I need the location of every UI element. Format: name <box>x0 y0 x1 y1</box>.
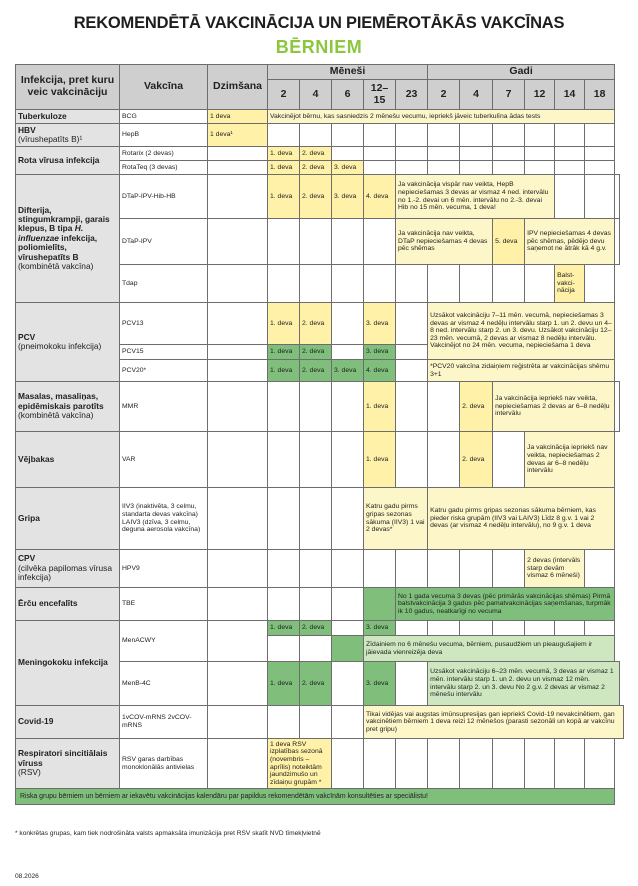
vaccine-pcv15: PCV15 <box>120 345 208 360</box>
header-vaccine: Vakcīna <box>120 65 208 110</box>
dose-cell: 3. deva <box>364 345 396 360</box>
vaccine-var: VAR <box>120 432 208 488</box>
dose-cell: 4. deva <box>364 175 396 219</box>
dose-cell: 5. deva <box>493 219 525 265</box>
vaccine-mmr: MMR <box>120 382 208 432</box>
dose-cell: 1 deva¹ <box>208 124 268 147</box>
header-month-col: 4 <box>300 80 332 110</box>
dose-cell: 1. deva <box>364 382 396 432</box>
schedule-note: Uzsākot vakcināciju 6–23 mēn. vecumā, 3 devas ar vismaz 1 mēn. intervālu starp 1. un 2. devu un vismaz 12 mēn. intervālu starp 2. un 3. devu No 2 g.v. 2 devas ar vismaz 2 mēnešu intervālu <box>428 662 619 706</box>
infection-sub: (RSV) <box>18 767 41 778</box>
infection-tbe: Ērču encefalīts <box>16 588 120 621</box>
infection-rotavirus: Rota vīrusa infekcija <box>16 147 120 175</box>
header-year-col: 2 <box>428 80 460 110</box>
dose-cell: 2. deva <box>300 621 332 636</box>
schedule-note: 2 devas (intervāls starp devām vismaz 6 mēneši) <box>525 550 585 588</box>
vaccination-schedule-table <box>15 64 624 805</box>
dose-cell: 2. deva <box>300 360 332 382</box>
header-month-col: 23 <box>396 80 428 110</box>
dose-cell: 4. deva <box>364 360 396 382</box>
vaccine-menacwy: MenACWY <box>120 621 208 662</box>
booster-cell: Balst-vakci-nācija <box>555 265 585 303</box>
dose-cell: 3. deva <box>364 621 396 636</box>
schedule-note: 1 deva RSV izplatības sezonā (novembris – aprīlis) noteiktām jaundzimušo un zīdaiņu grupām * <box>268 739 332 789</box>
dose-cell: 1. deva <box>268 161 300 175</box>
footnote: * konkrētas grupas, kam tiek nodrošināta valsts apmaksāta imunizācija pret RSV skatīt NVD tīmekļvietnē <box>15 830 321 837</box>
schedule-note: IPV nepieciešamas 4 devas pēc shēmas, pēdējo devu saņemot ne ātrāk kā 4 g.v. <box>525 219 615 265</box>
schedule-note: Ja vakcinācija vispār nav veikta, HepB nepieciešamas 3 devas ar vismaz 4 ned. intervālu no 1.-2. devai un 6 mēn. intervālu no 2.-3. devai Hib no 15 mēn. vecuma, 1 deva! <box>396 175 555 219</box>
schedule-note: Ja vakcinācija iepriekš nav veikta, nepieciešamas 2 devas ar 6–8 nedēļu intervālu <box>525 432 615 488</box>
schedule-note: No 1 gada vecuma 3 devas (pēc primārās vakcinācijas shēmas) Pirmā balstvakcinācija 3 gadus pēc pamatvakcinācijas saņemšanas, turpmāk ik 10 gadus, neatkarīgi no vecuma <box>396 588 615 621</box>
dose-cell: 2. deva <box>300 345 332 360</box>
vaccine-tdap: Tdap <box>120 265 208 303</box>
infection-tuberculosis: Tuberkuloze <box>16 110 120 124</box>
infection-mmr: Masalas, masaliņas, epidēmiskais parotīts (kombinētā vakcīna) <box>16 382 120 432</box>
page-title: REKOMENDĒTĀ VAKCINĀCIJA UN PIEMĒROTĀKĀS VAKCĪNAS <box>73 14 565 32</box>
infection-sub: (cilvēka papilomas vīrusa infekcija) <box>18 562 113 583</box>
vaccine-dtap-ipv-hib-hb: DTaP-IPV-Hib-HB <box>120 175 208 219</box>
header-year-col: 12 <box>525 80 555 110</box>
dose-cell: 3. deva <box>364 662 396 706</box>
schedule-note: Ja vakcinācija iepriekš nav veikta, nepieciešamas 2 devas ar 6–8 nedēļu intervālu <box>493 382 615 432</box>
vaccine-rotateq: RotaTeq (3 devas) <box>120 161 208 175</box>
dose-cell: 2. deva <box>460 432 493 488</box>
vaccine-bcg: BCG <box>120 110 208 124</box>
vaccine-rsv: RSV garas darbības monoklonālās antivielas <box>120 739 208 789</box>
infection-hpv: CPV (cilvēka papilomas vīrusa infekcija) <box>16 550 120 588</box>
infection-pcv: PCV (pneimokoku infekcija) <box>16 303 120 382</box>
infection-rsv: Respiratori sincitiālais vīruss (RSV) <box>16 739 120 789</box>
vaccine-pcv20: PCV20* <box>120 360 208 382</box>
dose-cell: 2. deva <box>460 382 493 432</box>
vaccine-influenza: IIV3 (inaktivēta, 3 celmu, standarta devas vakcīna) LAIV3 (dzīva, 3 celmu, deguna aerosola vakcīna) <box>120 488 208 550</box>
header-year-col: 18 <box>585 80 615 110</box>
infection-varicella: Vējbakas <box>16 432 120 488</box>
vaccine-dtap-ipv: DTaP-IPV <box>120 219 208 265</box>
schedule-note: Zīdainiem no 6 mēnešu vecuma, bērniem, pusaudžiem un pieaugušajiem ir jāievada vienreizēja deva <box>364 636 615 662</box>
header-year-col: 14 <box>555 80 585 110</box>
infection-sub: (pneimokoku infekcija) <box>18 341 102 351</box>
dose-cell: 1. deva <box>268 175 300 219</box>
schedule-note: Vakcinējot bērnu, kas sasniedzis 2 mēnešu vecumu, iepriekš jāveic tuberkulīna ādas tests <box>268 110 615 124</box>
schedule-marker <box>332 636 364 662</box>
schedule-note: Katru gadu pirms gripas sezonas sākuma (IIV3) 1 vai 2 devas* <box>364 488 428 550</box>
page-subtitle: BĒRNIEM <box>275 37 363 57</box>
dose-cell: 1. deva <box>364 432 396 488</box>
dose-cell: 1. deva <box>268 360 300 382</box>
vaccine-covid: 1vCOV-mRNS 2vCOV-mRNS <box>120 706 208 739</box>
header-infection: Infekcija, pret kuru veic vakcināciju <box>16 65 120 110</box>
dose-cell: 2. deva <box>300 303 332 345</box>
dose-cell: 1. deva <box>268 303 300 345</box>
booster-marker <box>364 588 396 621</box>
dose-cell: 1. deva <box>268 662 300 706</box>
infection-influenza: Gripa <box>16 488 120 550</box>
vaccine-menb-4c: MenB-4C <box>120 662 208 706</box>
risk-group-note: Riska grupu bērniem un bērniem ar iekavētu vakcinācijas kalendāru par papildus rekomendētām vakcīnām konsultēties ar speciālistu! <box>16 789 615 805</box>
infection-sub: (kombinētā vakcīna) <box>18 261 94 272</box>
infection-meningococcal: Meningokoku infekcija <box>16 621 120 706</box>
infection-sub: (kombinētā vakcīna) <box>18 410 94 421</box>
dose-cell: 2. deva <box>300 175 332 219</box>
dose-cell: 3. deva <box>332 161 364 175</box>
dose-cell: 2. deva <box>300 147 332 161</box>
dose-cell: 2. deva <box>300 662 332 706</box>
infection-covid: Covid-19 <box>16 706 120 739</box>
header-month-col: 12–15 <box>364 80 396 110</box>
dose-cell: 3. deva <box>332 175 364 219</box>
header-months: Mēneši <box>268 65 428 80</box>
header-month-col: 2 <box>268 80 300 110</box>
schedule-note: Tikai vidējas vai augstas imūnsupresijas gan iepriekš Covid-19 nevakcinētiem, gan vakcinētiem bērniem 1 deva reizi 12 mēnešos (parasti sezonāli un kopā ar vakcīnu pret gripu) <box>364 706 624 739</box>
infection-hbv: HBV (vīrushepatīts B)¹ <box>16 124 120 147</box>
dose-cell: 1. deva <box>268 147 300 161</box>
schedule-note: Ja vakcinācija nav veikta, DTaP nepieciešamas 4 devas pēc shēmas <box>396 219 493 265</box>
dose-cell: 1 deva <box>208 110 268 124</box>
schedule-note: *PCV20 vakcīna zidaiņiem reģistrēta ar vakcinācijas shēmu 3+1 <box>428 360 615 382</box>
dose-cell: 1. deva <box>268 345 300 360</box>
dose-cell: 3. deva <box>332 360 364 382</box>
header-year-col: 7 <box>493 80 525 110</box>
dose-cell: 1. deva <box>268 621 300 636</box>
vaccine-hpv9: HPV9 <box>120 550 208 588</box>
schedule-note: Katru gadu pirms gripas sezonas sākuma bērniem, kas pieder riska grupām (IIV3 vai LAIV3) Līdz 8 g.v. 1 vai 2 devas (ar vismaz 4 nedēļu intervālu), no 9 g.v. 1 deva <box>428 488 615 550</box>
document-date: 08.2026 <box>15 873 39 880</box>
vaccine-hepb: HepB <box>120 124 208 147</box>
infection-sub: (vīrushepatīts B)¹ <box>18 134 83 144</box>
dose-cell: 3. deva <box>364 303 396 345</box>
header-year-col: 4 <box>460 80 493 110</box>
vaccine-pcv13: PCV13 <box>120 303 208 345</box>
infection-dtp-combined: Difterija, stingumkrampji, garais klepus, B tipa H. influenzae infekcija, poliomielīts, vīrushepatīts B (kombinētā vakcīna) <box>16 175 120 303</box>
header-years: Gadi <box>428 65 615 80</box>
vaccine-tbe: TBE <box>120 588 208 621</box>
header-birth: Dzimšana <box>208 65 268 110</box>
header-month-col: 6 <box>332 80 364 110</box>
vaccine-rotarix: Rotarix (2 devas) <box>120 147 208 161</box>
schedule-note: Uzsākot vakcināciju 7–11 mēn. vecumā, nepieciešamas 3 devas ar vismaz 4 nedēļu intervālu starp 1. un 2. devu un 4–8 ned. intervālu starp 2. un 3. devu. Uzsākot vakcināciju 12–23 mēn. vecumā, 2 devas ar vismaz 8 nedēļu intervālu. Vakcinējot no 24 mēn. vecuma, nepieciešama 1 deva <box>428 303 615 360</box>
dose-cell: 2. deva <box>300 161 332 175</box>
